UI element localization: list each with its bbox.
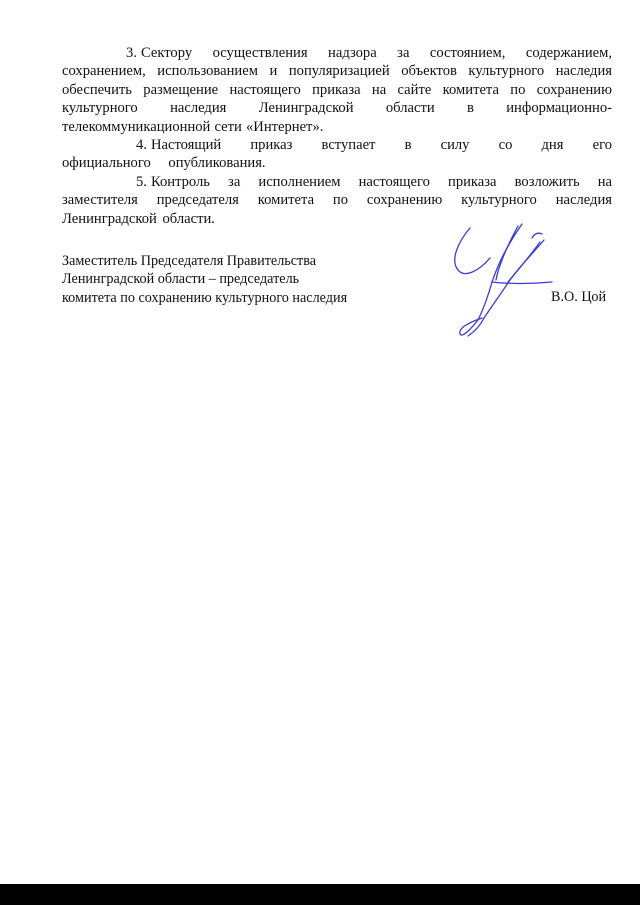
signatory-position-line-2: Ленинградской области – председатель [62, 271, 300, 288]
paragraph-4 [62, 136, 612, 173]
paragraph-3-text: Сектору осуществления надзора за состоянием, содержанием, сохранением, использованием и популяризацией объектов культурного наследия обеспечить размещение настоящего приказа на сайте комитета по сохранению культурного наследия Ленинградской области в информационно-телекоммуникационной сети «Интернет». [62, 45, 612, 135]
handwritten-signature [448, 222, 566, 342]
signatory-position-line-3: комитета по сохранению культурного наследия [62, 289, 348, 306]
paragraph-5 [62, 173, 612, 228]
paragraph-5-number: 5. [136, 173, 147, 190]
paragraph-3 [62, 44, 612, 136]
paragraph-4-number: 4. [136, 137, 147, 154]
document-body [62, 44, 612, 228]
paragraph-5-text: Контроль за исполнением настоящего приказа возложить на заместителя председателя комитета по сохранению культурного наследия Ленинградской области. [62, 173, 612, 227]
signatory-position [62, 252, 347, 307]
paragraph-3-number: 3. [126, 45, 137, 61]
signatory-name: В.О. Цой [551, 289, 607, 305]
signatory-position-line-1: Заместитель Председателя Правительства [62, 253, 317, 269]
paragraph-4-text: Настоящий приказ вступает в силу со дня его официального опубликования. [62, 137, 612, 172]
scan-edge-bar [0, 884, 640, 905]
